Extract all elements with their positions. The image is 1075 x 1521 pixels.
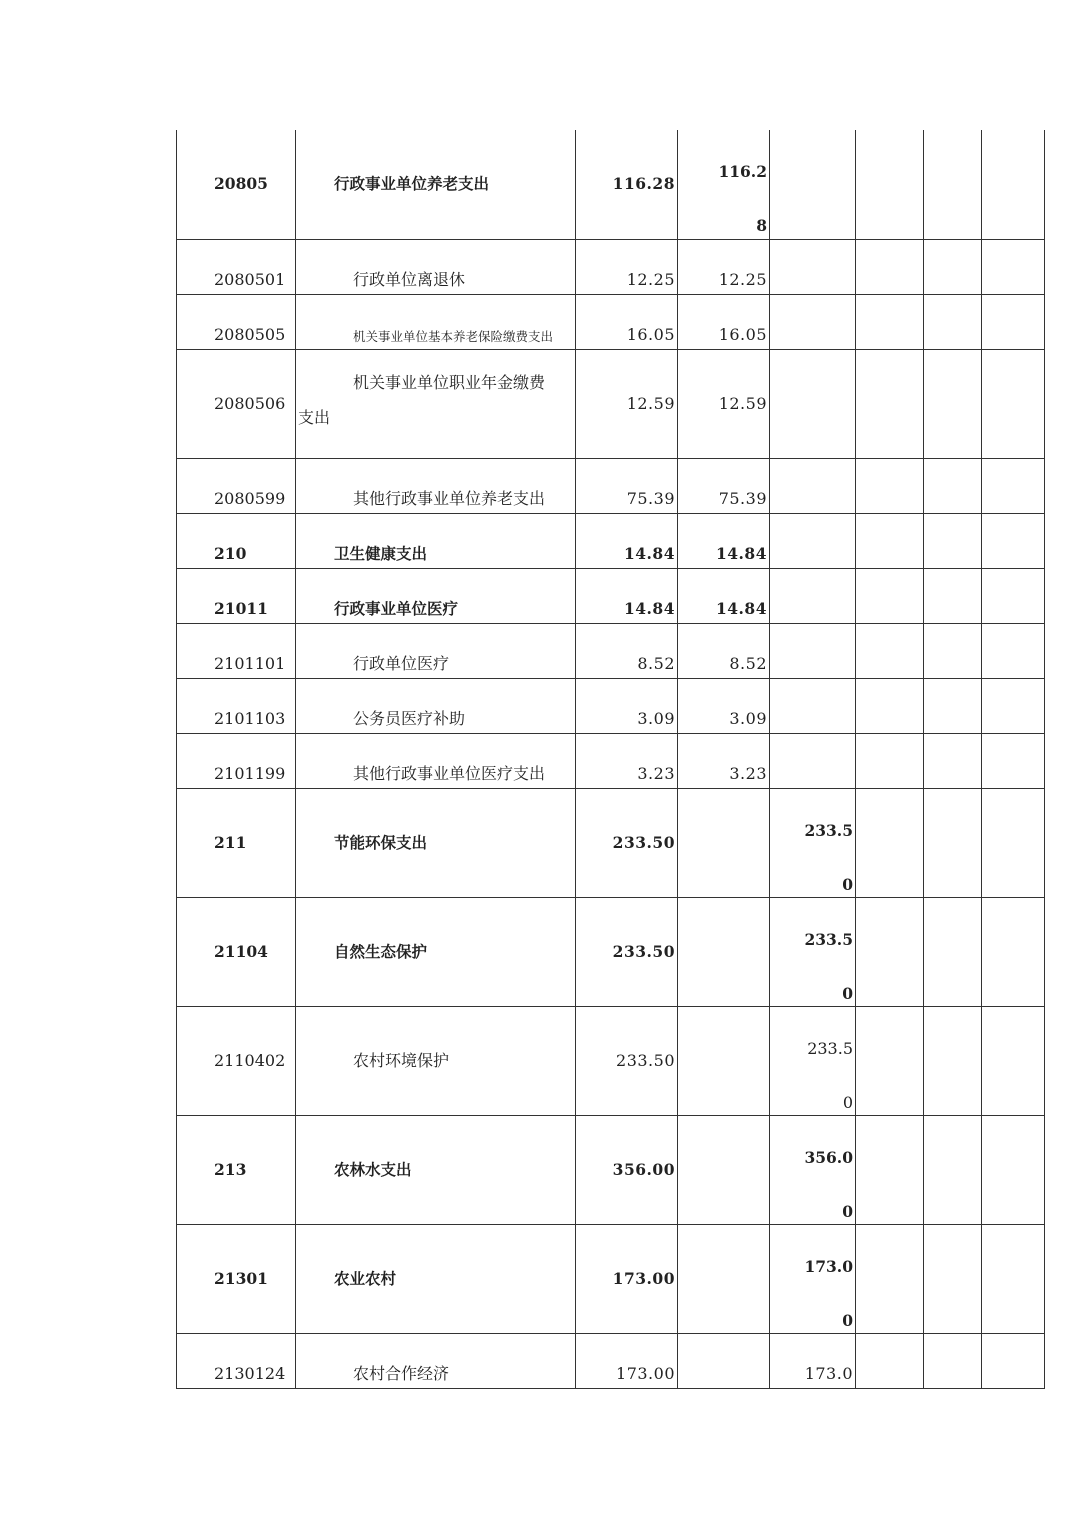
code-cell: 2101101	[177, 623, 296, 678]
empty-cell	[982, 294, 1045, 349]
empty-cell	[982, 1006, 1045, 1115]
basic-cell	[678, 1224, 770, 1333]
name-cell: 行政单位离退休	[296, 239, 576, 294]
project-cell	[770, 130, 856, 239]
empty-cell	[924, 513, 982, 568]
code-cell: 21301	[177, 1224, 296, 1333]
table-row	[177, 678, 1045, 733]
total-cell: 12.25	[576, 239, 678, 294]
table-row	[177, 349, 1045, 458]
basic-cell: 3.09	[678, 678, 770, 733]
total-cell: 14.84	[576, 513, 678, 568]
code-cell: 213	[177, 1115, 296, 1224]
total-cell: 16.05	[576, 294, 678, 349]
name-cell: 公务员医疗补助	[296, 678, 576, 733]
code-cell: 2110402	[177, 1006, 296, 1115]
basic-cell: 16.05	[678, 294, 770, 349]
table-row	[177, 568, 1045, 623]
code-cell: 21104	[177, 897, 296, 1006]
total-cell: 233.50	[576, 1006, 678, 1115]
project-cell	[770, 1006, 856, 1115]
project-cell	[770, 568, 856, 623]
basic-cell: 14.84	[678, 568, 770, 623]
name-cell: 农林水支出	[296, 1115, 576, 1224]
code-cell: 211	[177, 788, 296, 897]
total-cell: 233.50	[576, 897, 678, 1006]
empty-cell	[856, 1333, 924, 1388]
empty-cell	[856, 458, 924, 513]
empty-cell	[924, 678, 982, 733]
table-row	[177, 1333, 1045, 1388]
project-value-line1: 233.5	[804, 929, 853, 949]
basic-cell	[678, 1115, 770, 1224]
empty-cell	[856, 294, 924, 349]
total-cell: 12.59	[576, 349, 678, 458]
empty-cell	[924, 349, 982, 458]
name-line1: 机关事业单位职业年金缴费	[353, 372, 546, 392]
table-row	[177, 130, 1045, 239]
total-cell: 173.00	[576, 1333, 678, 1388]
table-row	[177, 897, 1045, 1006]
project-value-line2: 0	[842, 1092, 853, 1112]
project-cell	[770, 513, 856, 568]
empty-cell	[982, 733, 1045, 788]
name-line2: 支出	[298, 407, 331, 427]
name-cell: 农村合作经济	[296, 1333, 576, 1388]
basic-cell	[678, 1333, 770, 1388]
name-cell: 行政事业单位医疗	[296, 568, 576, 623]
empty-cell	[982, 1333, 1045, 1388]
project-cell: 173.0	[770, 1333, 856, 1388]
empty-cell	[856, 513, 924, 568]
code-cell: 2080501	[177, 239, 296, 294]
empty-cell	[856, 1224, 924, 1333]
empty-cell	[856, 788, 924, 897]
project-value-line2: 0	[842, 1310, 853, 1330]
basic-value-line1: 116.2	[718, 162, 767, 181]
empty-cell	[982, 1224, 1045, 1333]
project-cell	[770, 458, 856, 513]
name-cell: 其他行政事业单位养老支出	[296, 458, 576, 513]
project-value-line2: 0	[842, 874, 853, 894]
empty-cell	[856, 623, 924, 678]
total-cell: 8.52	[576, 623, 678, 678]
total-cell: 3.09	[576, 678, 678, 733]
empty-cell	[924, 788, 982, 897]
code-cell: 2080506	[177, 349, 296, 458]
code-cell: 2130124	[177, 1333, 296, 1388]
empty-cell	[924, 1224, 982, 1333]
code-cell: 210	[177, 513, 296, 568]
project-cell	[770, 1115, 856, 1224]
basic-cell	[678, 1006, 770, 1115]
empty-cell	[982, 678, 1045, 733]
name-cell: 农业农村	[296, 1224, 576, 1333]
basic-cell: 12.25	[678, 239, 770, 294]
total-cell: 116.28	[576, 130, 678, 239]
basic-cell: 8.52	[678, 623, 770, 678]
basic-cell: 3.23	[678, 733, 770, 788]
table-row	[177, 294, 1045, 349]
project-value-line1: 233.5	[807, 1038, 853, 1058]
code-cell: 2101199	[177, 733, 296, 788]
name-cell: 行政事业单位养老支出	[296, 130, 576, 239]
empty-cell	[982, 239, 1045, 294]
table-row	[177, 623, 1045, 678]
empty-cell	[856, 678, 924, 733]
empty-cell	[856, 733, 924, 788]
basic-cell	[678, 130, 770, 239]
table-row	[177, 239, 1045, 294]
project-value-line2: 0	[842, 983, 853, 1003]
name-cell: 行政单位医疗	[296, 623, 576, 678]
empty-cell	[924, 130, 982, 239]
name-cell: 机关事业单位基本养老保险缴费支出	[296, 294, 576, 349]
total-cell: 75.39	[576, 458, 678, 513]
empty-cell	[856, 897, 924, 1006]
table-row	[177, 788, 1045, 897]
project-cell	[770, 1224, 856, 1333]
total-cell: 3.23	[576, 733, 678, 788]
basic-cell: 14.84	[678, 513, 770, 568]
empty-cell	[856, 130, 924, 239]
name-cell	[296, 349, 576, 458]
table-row	[177, 1224, 1045, 1333]
project-cell	[770, 678, 856, 733]
code-cell: 21011	[177, 568, 296, 623]
empty-cell	[924, 294, 982, 349]
empty-cell	[856, 568, 924, 623]
code-cell: 2080599	[177, 458, 296, 513]
empty-cell	[924, 568, 982, 623]
empty-cell	[982, 458, 1045, 513]
basic-value-line2: 8	[756, 216, 767, 235]
empty-cell	[924, 1115, 982, 1224]
total-cell: 173.00	[576, 1224, 678, 1333]
empty-cell	[924, 623, 982, 678]
empty-cell	[982, 788, 1045, 897]
empty-cell	[982, 349, 1045, 458]
basic-cell: 75.39	[678, 458, 770, 513]
name-cell: 其他行政事业单位医疗支出	[296, 733, 576, 788]
empty-cell	[924, 897, 982, 1006]
total-cell: 14.84	[576, 568, 678, 623]
project-cell	[770, 349, 856, 458]
project-cell	[770, 294, 856, 349]
expenditure-table	[176, 130, 1045, 1389]
basic-cell	[678, 897, 770, 1006]
total-cell: 356.00	[576, 1115, 678, 1224]
empty-cell	[982, 897, 1045, 1006]
empty-cell	[856, 349, 924, 458]
empty-cell	[982, 568, 1045, 623]
empty-cell	[982, 130, 1045, 239]
budget-table-fragment	[176, 130, 1044, 1389]
project-cell	[770, 733, 856, 788]
empty-cell	[982, 513, 1045, 568]
project-value-line1: 356.0	[804, 1147, 853, 1167]
name-cell: 卫生健康支出	[296, 513, 576, 568]
name-cell: 节能环保支出	[296, 788, 576, 897]
total-cell: 233.50	[576, 788, 678, 897]
project-cell	[770, 788, 856, 897]
code-cell: 2101103	[177, 678, 296, 733]
empty-cell	[982, 623, 1045, 678]
empty-cell	[982, 1115, 1045, 1224]
project-value-line1: 173.0	[804, 1256, 853, 1276]
project-value-line2: 0	[842, 1201, 853, 1221]
basic-cell	[678, 788, 770, 897]
empty-cell	[924, 1333, 982, 1388]
table-row	[177, 733, 1045, 788]
table-row	[177, 1006, 1045, 1115]
table-row	[177, 1115, 1045, 1224]
table-row	[177, 458, 1045, 513]
project-cell	[770, 623, 856, 678]
empty-cell	[856, 1115, 924, 1224]
empty-cell	[856, 239, 924, 294]
name-cell: 农村环境保护	[296, 1006, 576, 1115]
project-cell	[770, 239, 856, 294]
project-cell	[770, 897, 856, 1006]
basic-cell: 12.59	[678, 349, 770, 458]
empty-cell	[924, 733, 982, 788]
code-cell: 2080505	[177, 294, 296, 349]
empty-cell	[856, 1006, 924, 1115]
name-cell: 自然生态保护	[296, 897, 576, 1006]
project-value-line1: 233.5	[804, 820, 853, 840]
table-row	[177, 513, 1045, 568]
empty-cell	[924, 239, 982, 294]
empty-cell	[924, 458, 982, 513]
code-cell: 20805	[177, 130, 296, 239]
empty-cell	[924, 1006, 982, 1115]
